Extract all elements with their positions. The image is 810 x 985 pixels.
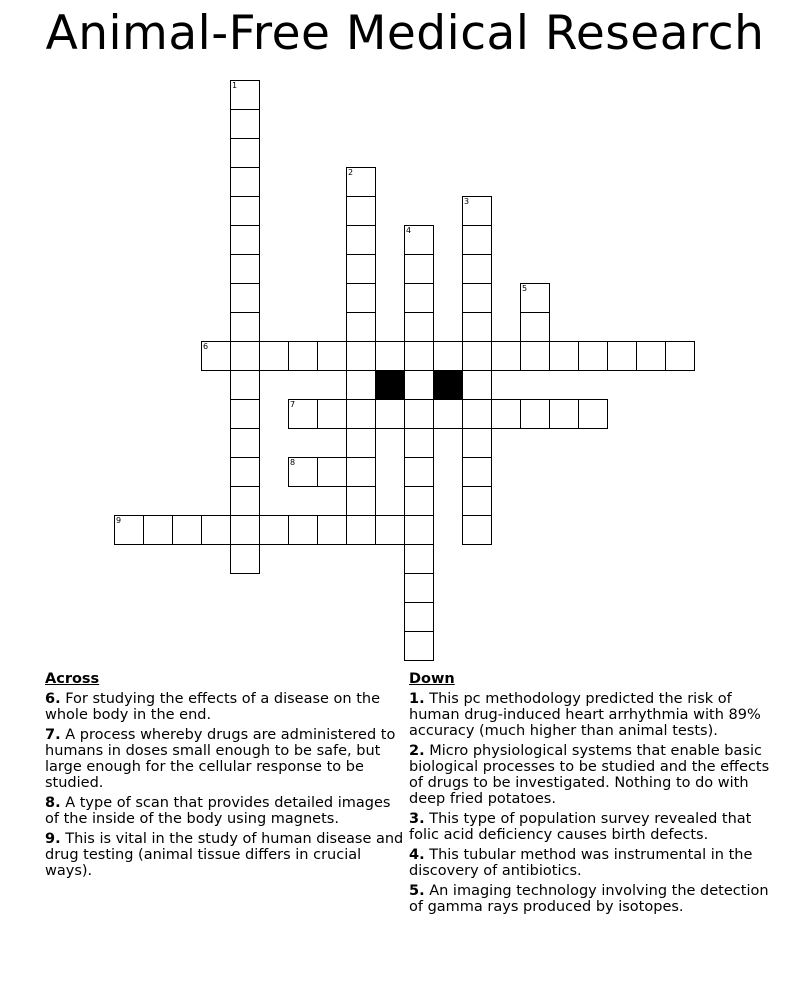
grid-cell[interactable] [230,254,260,284]
down-heading: Down [409,671,455,687]
across-heading: Across [45,671,100,687]
clue-text: For studying the effects of a disease on the whole body in the end. [45,691,381,723]
grid-cell[interactable] [404,312,434,342]
down-clue-5 [409,883,779,915]
grid-cell[interactable] [520,341,550,371]
across-clue-7 [45,727,407,791]
grid-cell[interactable] [346,196,376,226]
grid-cell[interactable] [462,312,492,342]
across-clue-8 [45,795,407,827]
grid-cell[interactable] [346,457,376,487]
clue-number: 9. [45,831,61,847]
clue-text: This pc methodology predicted the risk of human drug-induced heart arrhythmia with 89% accuracy (much higher than animal tests). [409,691,761,739]
grid-cell[interactable] [462,428,492,458]
grid-cell[interactable] [346,225,376,255]
grid-cell[interactable] [201,341,231,371]
clue-number-label: 2 [348,168,354,177]
clue-number-label: 4 [406,226,412,235]
grid-cell[interactable] [230,109,260,139]
grid-cell[interactable] [346,399,376,429]
grid-cell[interactable] [346,428,376,458]
clue-number-label: 9 [116,516,122,525]
grid-cell[interactable] [346,341,376,371]
grid-block [375,370,405,400]
clue-number-label: 7 [290,400,296,409]
grid-cell[interactable] [665,341,695,371]
grid-cell[interactable] [346,283,376,313]
grid-cell[interactable] [230,486,260,516]
clue-number-label: 6 [203,342,209,351]
grid-cell[interactable] [317,515,347,545]
clue-number: 3. [409,811,425,827]
grid-cell[interactable] [404,428,434,458]
grid-cell[interactable] [404,631,434,661]
grid-cell[interactable] [462,370,492,400]
grid-cell[interactable] [578,341,608,371]
grid-cell[interactable] [549,399,579,429]
grid-cell[interactable] [317,457,347,487]
clue-text: This type of population survey revealed that folic acid deficiency causes birth defects. [409,811,752,843]
grid-cell[interactable] [288,341,318,371]
down-clues [409,671,779,919]
grid-cell[interactable] [230,399,260,429]
grid-cell[interactable] [404,341,434,371]
grid-cell[interactable] [201,515,231,545]
grid-cell[interactable] [404,486,434,516]
grid-cell[interactable] [462,283,492,313]
grid-cell[interactable] [288,457,318,487]
grid-cell[interactable] [230,312,260,342]
grid-cell[interactable] [404,457,434,487]
clue-text: This is vital in the study of human disease and drug testing (animal tissue differs in crucial ways). [45,831,404,879]
grid-cell[interactable] [404,283,434,313]
grid-cell[interactable] [433,341,463,371]
grid-cell[interactable] [346,312,376,342]
grid-cell[interactable] [462,341,492,371]
clue-text: This tubular method was instrumental in the discovery of antibiotics. [409,847,753,879]
clue-number: 5. [409,883,425,899]
grid-cell[interactable] [172,515,202,545]
clue-number-label: 3 [464,197,470,206]
grid-cell[interactable] [404,225,434,255]
grid-cell[interactable] [462,457,492,487]
clue-text: Micro physiological systems that enable basic biological processes to be studied and the effects of drugs to be investigated. Nothing to do with deep fried potatoes. [409,743,770,807]
grid-cell[interactable] [230,80,260,110]
grid-cell[interactable] [346,167,376,197]
grid-cell[interactable] [375,399,405,429]
puzzle-title: Animal-Free Medical Research [45,6,765,61]
grid-cell[interactable] [462,225,492,255]
grid-cell[interactable] [346,254,376,284]
grid-cell[interactable] [346,515,376,545]
grid-cell[interactable] [230,167,260,197]
grid-cell[interactable] [491,399,521,429]
grid-cell[interactable] [520,283,550,313]
clue-number: 8. [45,795,61,811]
grid-cell[interactable] [230,225,260,255]
grid-cell[interactable] [462,399,492,429]
clue-number-label: 8 [290,458,296,467]
grid-cell[interactable] [230,544,260,574]
grid-cell[interactable] [114,515,144,545]
grid-cell[interactable] [462,486,492,516]
grid-cell[interactable] [230,428,260,458]
across-clue-9 [45,831,407,879]
grid-cell[interactable] [230,138,260,168]
grid-cell[interactable] [607,341,637,371]
grid-cell[interactable] [404,602,434,632]
grid-cell[interactable] [346,486,376,516]
across-clue-6 [45,691,407,723]
grid-cell[interactable] [288,515,318,545]
grid-cell[interactable] [230,457,260,487]
grid-cell[interactable] [462,515,492,545]
grid-cell[interactable] [230,283,260,313]
clue-number: 6. [45,691,61,707]
grid-cell[interactable] [404,573,434,603]
clue-number: 2. [409,743,425,759]
down-clue-4 [409,847,779,879]
clue-text: A process whereby drugs are administered to humans in doses small enough to be safe, but large enough for the cellular response to be studied. [45,727,396,791]
grid-cell[interactable] [230,515,260,545]
clue-number-label: 1 [232,81,238,90]
grid-cell[interactable] [462,196,492,226]
grid-cell[interactable] [578,399,608,429]
grid-cell[interactable] [404,370,434,400]
grid-block [433,370,463,400]
grid-cell[interactable] [317,341,347,371]
grid-cell[interactable] [230,370,260,400]
grid-cell[interactable] [520,312,550,342]
clue-text: A type of scan that provides detailed images of the inside of the body using magnets. [45,795,391,827]
grid-cell[interactable] [259,341,289,371]
grid-cell[interactable] [143,515,173,545]
clue-number: 4. [409,847,425,863]
clue-text: An imaging technology involving the detection of gamma rays produced by isotopes. [409,883,769,915]
clue-number: 1. [409,691,425,707]
grid-cell[interactable] [433,399,463,429]
grid-cell[interactable] [404,399,434,429]
grid-cell[interactable] [346,370,376,400]
grid-cell[interactable] [375,515,405,545]
grid-cell[interactable] [317,399,347,429]
grid-cell[interactable] [549,341,579,371]
grid-cell[interactable] [230,196,260,226]
grid-cell[interactable] [404,515,434,545]
grid-cell[interactable] [259,515,289,545]
down-clue-3 [409,811,779,843]
grid-cell[interactable] [462,254,492,284]
grid-cell[interactable] [375,341,405,371]
down-clue-2 [409,743,779,807]
grid-cell[interactable] [404,254,434,284]
grid-cell[interactable] [636,341,666,371]
grid-cell[interactable] [404,544,434,574]
down-clue-1 [409,691,779,739]
grid-cell[interactable] [520,399,550,429]
grid-cell[interactable] [230,341,260,371]
grid-cell[interactable] [491,341,521,371]
across-clues [45,671,407,883]
clue-number: 7. [45,727,61,743]
clue-number-label: 5 [522,284,528,293]
grid-cell[interactable] [288,399,318,429]
